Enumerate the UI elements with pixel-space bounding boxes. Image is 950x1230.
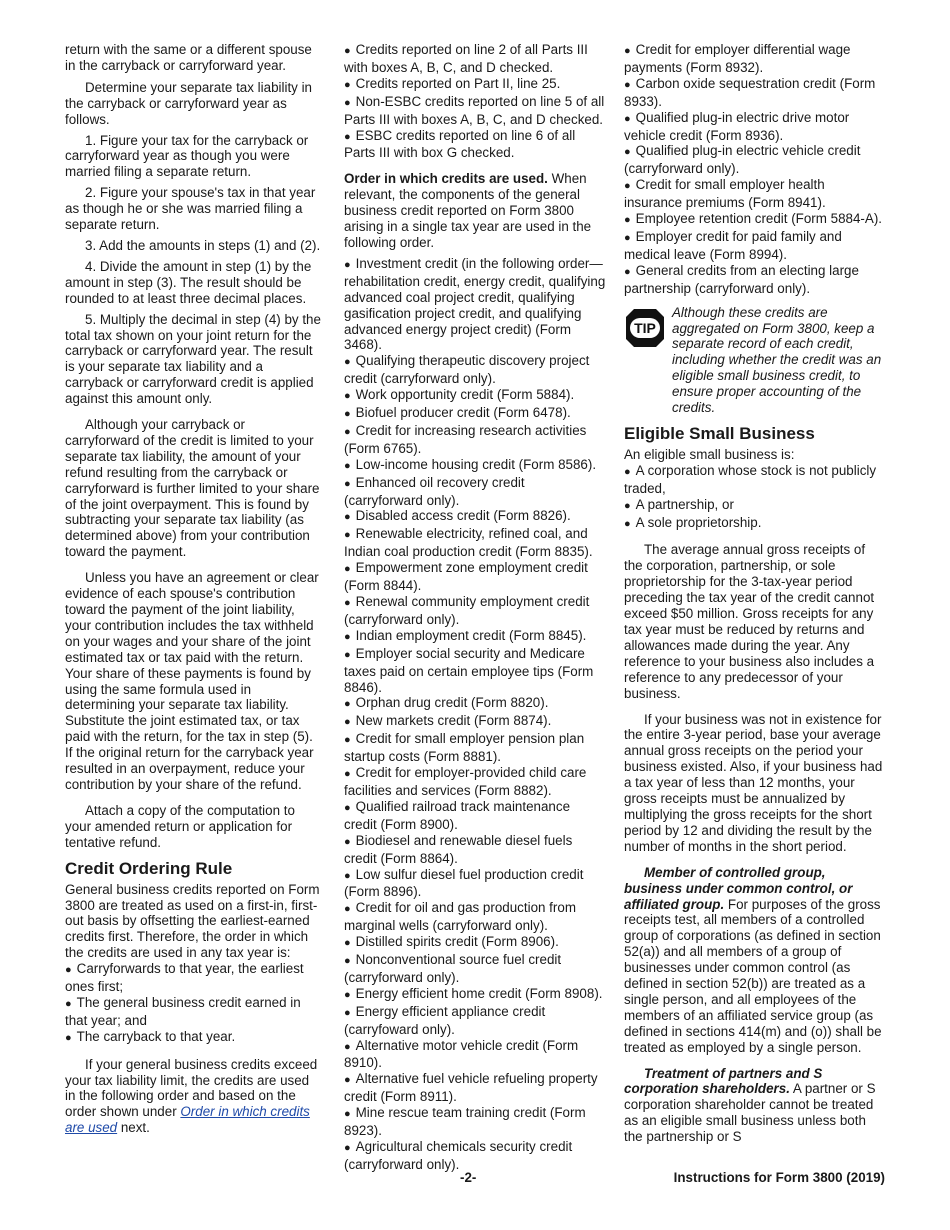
paragraph-gross-receipts: The average annual gross receipts of the corporation, partnership, or sole proprietorship for the 3-tax-year period preceding the tax year of the credit cannot exceed $50 million. Gross receipts for any tax year must be reduced by returns and allowances made during the year. Any reference to your business also includes a reference to any predecessor of your business. <box>624 542 875 701</box>
tip-label: TIP <box>634 319 656 336</box>
list-item: ● Empowerment zone employment credit (Form 8844). <box>344 560 588 594</box>
paragraph-separate-liability: Determine your separate tax liability in the carryback or carryforward year as follows. <box>65 79 313 127</box>
paragraph-contribution: Unless you have an agreement or clear evidence of each spouse's contribution toward the payment of the joint liability, your contribution includes the tax withheld on your wages and your share of the joint estimated tax or tax paid with the return. Your share of these payments is found by using the same formula used in determining your separate tax liability. Substitute the joint estimated tax, or tax paid with the return, for the tax in step (5). If the original return for the carryback year resulted in an overpayment, reduce your contribution by your share of the refund. <box>65 570 319 792</box>
list-item: ● Carbon oxide sequestration credit (Form 8933). <box>624 75 876 109</box>
partners-runin: Treatment of partners and S corporation shareholders. <box>624 1065 823 1097</box>
controlled-group-runin: Member of controlled group, business under common control, or affiliated group. <box>624 864 853 912</box>
list-item: ● Credit for small employer pension plan startup costs (Form 8881). <box>344 731 585 765</box>
list-item: ● Alternative motor vehicle credit (Form 8910). <box>344 1037 579 1071</box>
list-item: ● Energy efficient home credit (Form 8908). <box>344 985 603 1001</box>
list-item: ● Work opportunity credit (Form 5884). <box>344 387 575 403</box>
list-item: ● Credit for increasing research activities (Form 6765). <box>344 422 587 456</box>
paragraph-fifo: General business credits reported on Form 3800 are treated as used on a first-in, first-out basis by offsetting the earliest-earned credits first. Therefore, the order in which the credits are used in any tax year is: <box>65 881 320 961</box>
paragraph-attach-copy: Attach a copy of the computation to your amended return or application for tentative refund. <box>65 802 295 850</box>
paragraph-refund-limit: Although your carryback or carryforward of the credit is limited to your separate tax liability, the amount of your refund resulting from the carryback or carryforward is further limited to your share of the joint overpayment. This is found by subtracting your separate tax liability (as determined above) from your contribution toward the payment. <box>65 417 320 560</box>
list-item: ● Employee retention credit (Form 5884-A). <box>624 211 882 227</box>
paragraph-partners-shareholders: Treatment of partners and S corporation shareholders. A partner or S corporation shareholder cannot be treated as an eligible small business unless both the partnership or S <box>624 1065 876 1145</box>
list-item: ● Credits reported on line 2 of all Parts III with boxes A, B, C, and D checked. <box>344 42 588 75</box>
list-item: ● Qualified plug-in electric drive motor vehicle credit (Form 8936). <box>624 109 850 143</box>
list-item: ● Credit for employer-provided child care facilities and services (Form 8882). <box>344 765 587 798</box>
list-item: ● Orphan drug credit (Form 8820). <box>344 695 549 711</box>
list-item: ● Nonconventional source fuel credit (carryforward only). <box>344 952 562 985</box>
list-item: ● Agricultural chemicals security credit (carryforward only). <box>344 1139 573 1172</box>
list-item: ● Renewal community employment credit (carryforward only). <box>344 594 590 627</box>
paragraph-order-credits: Order in which credits are used. When relevant, the components of the general business credit reported on Form 3800 arising in a single tax year are used in the following order. <box>344 171 592 250</box>
list-item: ● Disabled access credit (Form 8826). <box>344 508 571 524</box>
list-item: ● ESBC credits reported on line 6 of all Parts III with box G checked. <box>344 127 576 161</box>
paragraph-esb-intro: An eligible small business is: <box>624 446 795 462</box>
column-middle <box>344 42 606 1173</box>
list-item: ● Qualified railroad track maintenance credit (Form 8900). <box>344 798 571 832</box>
tip-icon <box>624 307 666 349</box>
list-item: ● A corporation whose stock is not publicly traded, <box>624 462 877 496</box>
list-item: ● Biofuel producer credit (Form 6478). <box>344 405 571 421</box>
list-item: ● Qualified plug-in electric vehicle credit (carryforward only). <box>624 143 861 177</box>
paragraph-controlled-group: Member of controlled group, business under common control, or affiliated group. For purposes of the gross receipts test, all members of a controlled group of corporations (as defined in section 52(a)) and all members of a group of businesses under common control (as defined in section 52(b)) are treated as a single person, and all employees of the members of an affiliated service group (as defined in sections 414(m) and (o)) shall be treated as employed by a single person. <box>624 864 882 1055</box>
list-item: ● Credit for oil and gas production from marginal wells (carryforward only). <box>344 900 576 934</box>
paragraph-continued: return with the same or a different spouse in the carryback or carryforward year. <box>65 42 312 73</box>
list-item: ● Carryforwards to that year, the earliest ones first; <box>65 961 304 995</box>
list-item: ● Employer credit for paid family and medical leave (Form 8994). <box>624 228 842 262</box>
list-item: ● Credit for employer differential wage payments (Form 8932). <box>624 42 851 75</box>
paragraph-not-in-existence: If your business was not in existence for the entire 3-year period, base your average annual gross receipts on the period your business existed. Also, if your business had a tax year of less than 12 months, your gross receipts must be annualized by multiplying the gross receipts for the short period by 12 and dividing the result by the number of months in the short period. <box>624 711 883 854</box>
step-1: 1. Figure your tax for the carryback or carryforward year as though you were married filing a separate return. <box>65 132 309 180</box>
heading-eligible-small-business: Eligible Small Business <box>624 423 815 443</box>
list-item: ● General credits from an electing large partnership (carryforward only). <box>624 262 859 296</box>
list-item: ● A sole proprietorship. <box>624 514 762 530</box>
order-credits-link[interactable]: Order in which credits are used <box>65 1104 310 1136</box>
step-2: 2. Figure your spouse's tax in that year as though he or she was married filing a separate return. <box>65 185 316 233</box>
list-item: ● Low sulfur diesel fuel production credit (Form 8896). <box>344 866 584 900</box>
list-item: ● The carryback to that year. <box>65 1028 236 1044</box>
list-item: ● Energy efficient appliance credit (carryfoward only). <box>344 1003 546 1037</box>
list-item: ● New markets credit (Form 8874). <box>344 713 552 729</box>
list-item: ● Enhanced oil recovery credit (carryforward only). <box>344 474 525 508</box>
list-item: ● Renewable electricity, refined coal, and Indian coal production credit (Form 8835). <box>344 526 593 560</box>
list-item: ● Distilled spirits credit (Form 8906). <box>344 934 559 950</box>
list-item: ● Indian employment credit (Form 8845). <box>344 627 587 643</box>
credit-order-list-continued <box>624 42 886 297</box>
list-item: ● Mine rescue team training credit (Form 8923). <box>344 1105 586 1139</box>
paragraph-exceed-limit: If your general business credits exceed your tax liability limit, the credits are used in the following order and based on the order shown under Order in which credits are used next. <box>65 1056 318 1136</box>
list-item: ● Investment credit (in the following order—rehabilitation credit, energy credit, qualifying advanced coal project credit, qualifying gasification project credit, and qualifying advanced energy project credit) (Form 3468). <box>344 255 606 353</box>
heading-credit-ordering-rule: Credit Ordering Rule <box>65 858 233 878</box>
list-item: ● Non-ESBC credits reported on line 5 of all Parts III with boxes A, B, C, and D checked. <box>344 93 605 127</box>
tip-box <box>624 305 886 416</box>
list-item: ● Alternative fuel vehicle refueling property credit (Form 8911). <box>344 1071 598 1105</box>
step-3: 3. Add the amounts in steps (1) and (2). <box>85 237 321 253</box>
page-number: -2- <box>460 1170 477 1185</box>
list-item: ● The general business credit earned in that year; and <box>65 994 301 1028</box>
list-item: ● A partnership, or <box>624 496 734 512</box>
list-item: ● Credit for small employer health insurance premiums (Form 8941). <box>624 177 826 211</box>
column-left <box>65 42 323 1141</box>
tip-text: Although these credits are aggregated on Form 3800, keep a separate record of each credit, including whether the credit was an eligible small business credit, to ensure proper accounting of the credits. <box>672 304 882 416</box>
list-item: ● Low-income housing credit (Form 8586). <box>344 456 597 472</box>
credit-order-list <box>344 256 606 1173</box>
list-item: ● Credits reported on Part II, line 25. <box>344 75 561 91</box>
step-5: 5. Multiply the decimal in step (4) by the total tax shown on your joint return for the carryback or carryforward year. The result is your separate tax liability and a carryback or carryforward credit is applied against this amount only. <box>65 311 321 407</box>
column-right <box>624 42 886 1150</box>
list-item: ● Employer social security and Medicare taxes paid on certain employee tips (Form 8846). <box>344 645 594 695</box>
list-item: ● Qualifying therapeutic discovery project credit (carryforward only). <box>344 353 590 387</box>
footer-title: Instructions for Form 3800 (2019) <box>673 1170 885 1185</box>
list-item: ● Biodiesel and renewable diesel fuels credit (Form 8864). <box>344 832 573 866</box>
order-runin-heading: Order in which credits are used. <box>344 171 548 187</box>
step-4: 4. Divide the amount in step (1) by the amount in step (3). The result should be rounded to at least three decimal places. <box>65 258 312 306</box>
